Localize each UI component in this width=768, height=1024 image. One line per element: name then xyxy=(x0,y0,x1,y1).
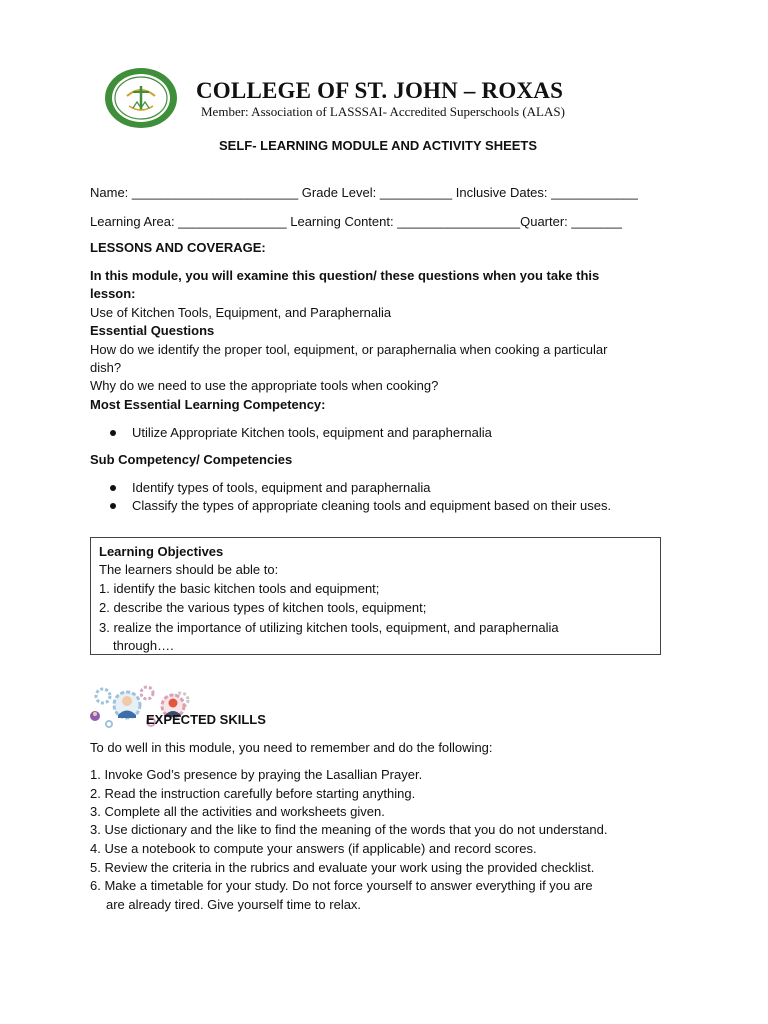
essential-question-1-line1: How do we identify the proper tool, equipment, or paraphernalia when cooking a particular xyxy=(90,342,608,357)
objectives-heading: Learning Objectives xyxy=(99,544,224,559)
area-content-quarter-field-line[interactable]: Learning Area: _______________ Learning Content: _________________Quarter: _______ xyxy=(90,214,623,229)
essential-question-2: Why do we need to use the appropriate tools when cooking? xyxy=(90,378,439,393)
essential-questions-heading: Essential Questions xyxy=(90,323,215,338)
skill-item: 2. Read the instruction carefully before starting anything. xyxy=(90,786,416,801)
expected-skills-heading: EXPECTED SKILLS xyxy=(146,712,266,727)
member-line: Member: Association of LASSSAI- Accredited Superschools (ALAS) xyxy=(201,104,565,119)
objectives-lead: The learners should be able to: xyxy=(99,562,279,577)
module-intro-line2: lesson: xyxy=(90,286,136,301)
sub-competency-item: Classify the types of appropriate cleaning tools and equipment based on their uses. xyxy=(110,498,611,513)
college-name: COLLEGE OF ST. JOHN – ROXAS xyxy=(196,78,564,103)
sub-competency-item: Identify types of tools, equipment and paraphernalia xyxy=(110,480,430,495)
objective-item: 3. realize the importance of utilizing kitchen tools, equipment, and paraphernalia xyxy=(99,620,559,635)
essential-question-1-line2: dish? xyxy=(90,360,122,375)
college-seal-icon xyxy=(103,66,179,130)
objective-item: 2. describe the various types of kitchen tools, equipment; xyxy=(99,600,427,615)
skill-item-continuation: are already tired. Give yourself time to relax. xyxy=(106,897,362,912)
bullet-icon xyxy=(110,503,116,509)
skill-item: 4. Use a notebook to compute your answers (if applicable) and record scores. xyxy=(90,841,537,856)
learning-objectives-box xyxy=(90,537,661,655)
melc-heading: Most Essential Learning Competency: xyxy=(90,397,326,412)
name-grade-dates-field-line[interactable]: Name: _______________________ Grade Level: __________ Inclusive Dates: ____________ xyxy=(90,185,638,200)
objective-item: 1. identify the basic kitchen tools and equipment; xyxy=(99,581,380,596)
sub-competency-heading: Sub Competency/ Competencies xyxy=(90,452,293,467)
skill-item: 3. Complete all the activities and worksheets given. xyxy=(90,804,385,819)
skill-item: 3. Use dictionary and the like to find the meaning of the words that you do not understand. xyxy=(90,822,608,837)
lesson-topic: Use of Kitchen Tools, Equipment, and Paraphernalia xyxy=(90,305,392,320)
lessons-heading: LESSONS AND COVERAGE: xyxy=(90,240,266,255)
document-title: SELF- LEARNING MODULE AND ACTIVITY SHEETS xyxy=(219,138,538,153)
objective-item-continuation: through…. xyxy=(113,638,174,653)
skill-item: 1. Invoke God’s presence by praying the Lasallian Prayer. xyxy=(90,767,423,782)
module-intro-line1: In this module, you will examine this question/ these questions when you take this xyxy=(90,268,600,283)
skill-item: 6. Make a timetable for your study. Do not force yourself to answer everything if you are xyxy=(90,878,593,893)
bullet-icon xyxy=(110,430,116,436)
skill-item: 5. Review the criteria in the rubrics and evaluate your work using the provided checklist. xyxy=(90,860,595,875)
melc-item: Utilize Appropriate Kitchen tools, equipment and paraphernalia xyxy=(110,425,492,440)
bullet-icon xyxy=(110,485,116,491)
skills-lead: To do well in this module, you need to remember and do the following: xyxy=(90,740,493,755)
